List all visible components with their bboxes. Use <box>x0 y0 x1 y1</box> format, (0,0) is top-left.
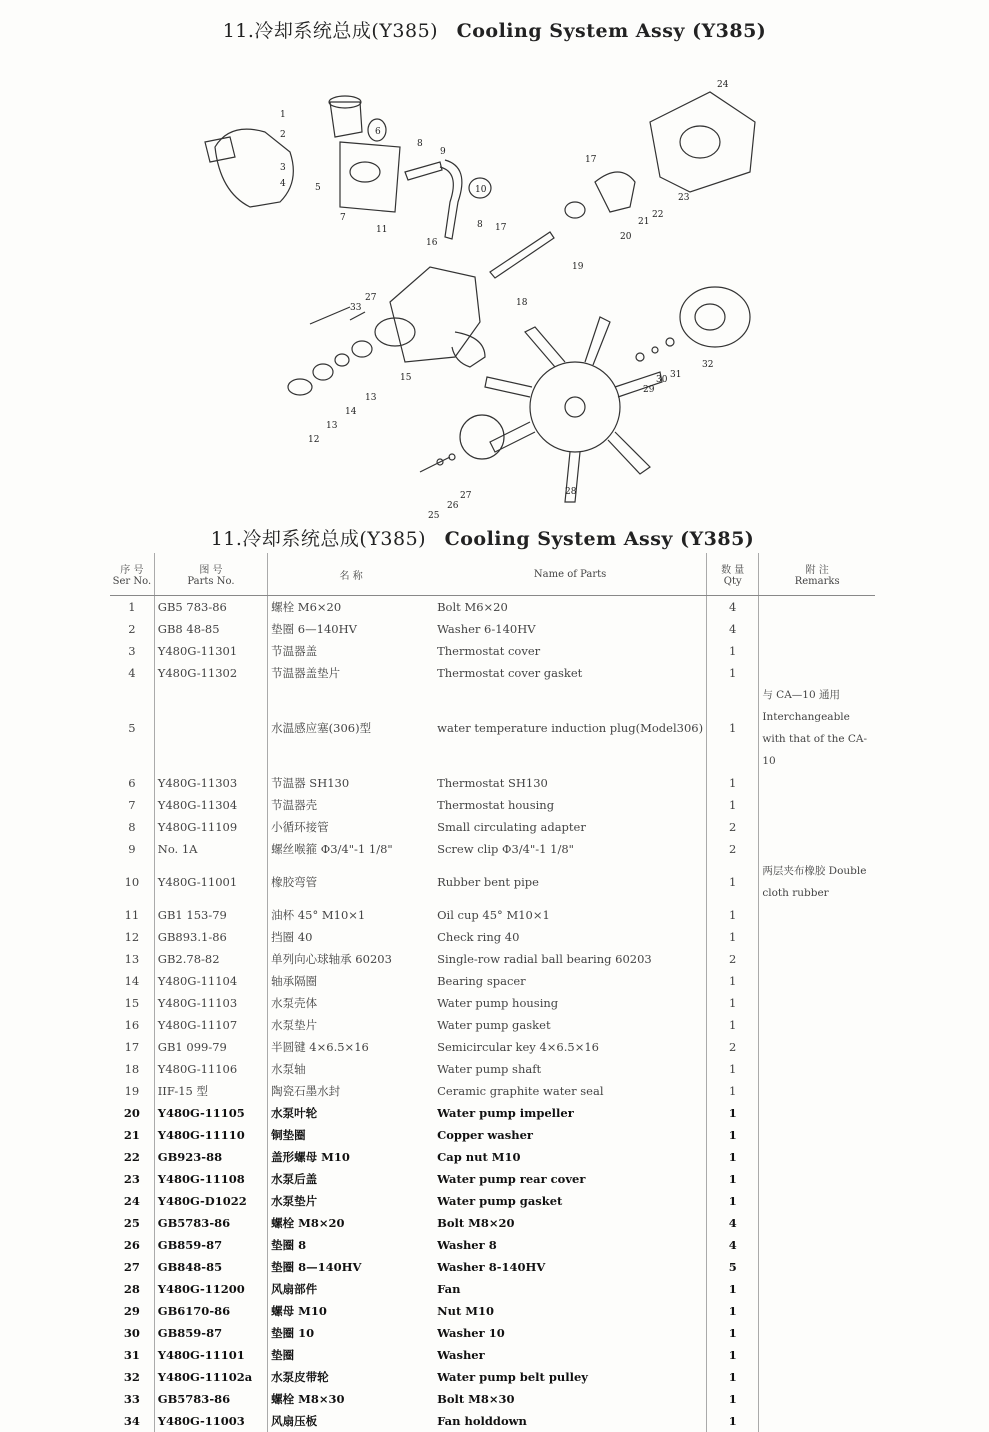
cell-pn: Y480G-11104 <box>154 970 267 992</box>
cell-en: Water pump housing <box>437 996 559 1010</box>
cell-cn: 小循环接管 <box>268 816 434 838</box>
cell-cn: 垫圈 8—140HV <box>268 1256 434 1278</box>
cell-en: Nut M10 <box>437 1304 495 1318</box>
cell-cn: 风扇部件 <box>268 1278 434 1300</box>
table-row <box>110 904 875 926</box>
cell-en: Bolt M8×30 <box>437 1392 515 1406</box>
cell-pn: Y480G-11103 <box>154 992 267 1014</box>
cell-rem <box>759 992 875 1014</box>
cell-rem <box>759 1344 875 1366</box>
callout-13b: 13 <box>365 393 377 403</box>
cell-no: 6 <box>128 776 136 790</box>
callout-24: 24 <box>717 80 729 90</box>
cell-qty: 1 <box>707 1344 759 1366</box>
cell-cn: 垫圈 8 <box>268 1234 434 1256</box>
table-row <box>110 1058 875 1080</box>
callout-22: 22 <box>652 210 664 220</box>
cell-pn: Y480G-11301 <box>154 640 267 662</box>
callout-4: 4 <box>280 179 286 189</box>
cell-pn: GB5783-86 <box>154 1212 267 1234</box>
cell-no: 9 <box>128 842 136 856</box>
header-parts-no: 图 号 Parts No. <box>154 553 267 596</box>
cell-pn: GB859-87 <box>154 1234 267 1256</box>
callout-25: 25 <box>428 511 440 521</box>
cell-qty: 1 <box>707 662 759 684</box>
header-name-cn: 名 称 <box>268 553 434 596</box>
callout-11: 11 <box>376 225 388 235</box>
cell-rem <box>759 970 875 992</box>
cell-rem <box>759 1322 875 1344</box>
cell-pn: Y480G-11302 <box>154 662 267 684</box>
cell-qty: 1 <box>707 1322 759 1344</box>
cell-en: Thermostat cover <box>437 644 541 658</box>
cell-en: Bearing spacer <box>437 974 526 988</box>
cell-qty: 1 <box>707 1102 759 1124</box>
table-row <box>110 1212 875 1234</box>
cell-no: 20 <box>123 1106 140 1120</box>
cell-no: 7 <box>128 798 136 812</box>
cell-rem <box>759 1124 875 1146</box>
cell-pn: GB923-88 <box>154 1146 267 1168</box>
cell-pn: Y480G-D1022 <box>154 1190 267 1212</box>
cell-cn: 水泵叶轮 <box>268 1102 434 1124</box>
cell-no: 28 <box>123 1282 140 1296</box>
cell-qty: 1 <box>707 640 759 662</box>
cell-en: Water pump impeller <box>437 1106 574 1120</box>
callout-7: 7 <box>340 213 346 223</box>
cell-pn: GB5783-86 <box>154 1388 267 1410</box>
cell-pn: Y480G-11102a <box>154 1366 267 1388</box>
cell-en: Check ring 40 <box>437 930 520 944</box>
cell-en: Rubber bent pipe <box>437 875 539 889</box>
cell-rem <box>759 1080 875 1102</box>
cell-cn: 螺丝喉箍 Φ3/4"-1 1/8" <box>268 838 434 860</box>
callout-10: 10 <box>475 185 487 195</box>
cell-rem <box>759 1256 875 1278</box>
cell-en: Bolt M6×20 <box>437 600 508 614</box>
cell-no: 2 <box>128 622 136 636</box>
cell-cn: 水泵皮带轮 <box>268 1366 434 1388</box>
cell-rem <box>759 1212 875 1234</box>
table-header-row <box>110 553 875 596</box>
header-ser-no: 序 号 Ser No. <box>110 553 154 596</box>
table-row <box>110 1256 875 1278</box>
callout-2: 2 <box>280 130 286 140</box>
cell-qty: 1 <box>707 1080 759 1102</box>
table-row <box>110 1366 875 1388</box>
header-qty: 数 量 Qty <box>707 553 759 596</box>
cell-no: 15 <box>124 996 140 1010</box>
cell-rem <box>759 904 875 926</box>
cell-no: 31 <box>123 1348 140 1362</box>
cell-pn: Y480G-11110 <box>154 1124 267 1146</box>
callout-17b: 17 <box>585 155 597 165</box>
cell-qty: 1 <box>707 992 759 1014</box>
callout-5: 5 <box>315 183 321 193</box>
cell-en: Washer 10 <box>437 1326 505 1340</box>
table-row <box>110 1322 875 1344</box>
cell-cn: 水泵垫片 <box>268 1190 434 1212</box>
cell-pn: Y480G-11108 <box>154 1168 267 1190</box>
cell-no: 21 <box>123 1128 140 1142</box>
callout-17a: 17 <box>495 223 507 233</box>
cell-en: Cap nut M10 <box>437 1150 521 1164</box>
cell-rem <box>759 1388 875 1410</box>
cell-en: Single-row radial ball bearing 60203 <box>437 952 652 966</box>
cell-rem <box>759 1168 875 1190</box>
cell-rem <box>759 772 875 794</box>
cell-qty: 1 <box>707 1014 759 1036</box>
page-title-cn: 11.冷却系统总成(Y385) <box>222 20 439 42</box>
cell-no: 27 <box>123 1260 140 1274</box>
cell-pn: GB1 153-79 <box>154 904 267 926</box>
cell-en: Washer 6-140HV <box>437 622 536 636</box>
cell-no: 34 <box>123 1414 140 1428</box>
cell-rem <box>759 1190 875 1212</box>
cell-rem <box>759 1234 875 1256</box>
callout-20: 20 <box>620 232 632 242</box>
table-row <box>110 816 875 838</box>
cell-cn: 水温感应塞(306)型 <box>268 684 434 772</box>
cell-rem <box>759 1410 875 1432</box>
cell-rem <box>759 1014 875 1036</box>
cell-cn: 垫圈 6—140HV <box>268 618 434 640</box>
callout-27a: 27 <box>365 293 377 303</box>
cell-rem <box>759 1146 875 1168</box>
cell-rem <box>759 1102 875 1124</box>
cell-cn: 轴承隔圈 <box>268 970 434 992</box>
table-row <box>110 1410 875 1432</box>
cell-no: 18 <box>124 1062 140 1076</box>
cell-qty: 1 <box>707 1410 759 1432</box>
cell-pn <box>154 684 267 772</box>
cell-en: Fan holddown <box>437 1414 527 1428</box>
cell-qty: 1 <box>707 970 759 992</box>
cell-cn: 螺栓 M6×20 <box>268 596 434 619</box>
cell-rem <box>759 640 875 662</box>
cell-no: 19 <box>124 1084 140 1098</box>
cell-qty: 1 <box>707 1278 759 1300</box>
cell-qty: 1 <box>707 860 759 904</box>
cell-no: 13 <box>124 952 140 966</box>
table-row <box>110 1300 875 1322</box>
cell-en: Water pump shaft <box>437 1062 542 1076</box>
table-row <box>110 1190 875 1212</box>
cell-rem <box>759 1366 875 1388</box>
cell-qty: 1 <box>707 1366 759 1388</box>
cell-pn: GB5 783-86 <box>154 596 267 619</box>
cell-cn: 陶瓷石墨水封 <box>268 1080 434 1102</box>
cell-cn: 单列向心球轴承 60203 <box>268 948 434 970</box>
cell-cn: 橡胶弯管 <box>268 860 434 904</box>
cell-rem <box>759 1036 875 1058</box>
callout-8b: 8 <box>477 220 483 230</box>
table-row <box>110 1014 875 1036</box>
parts-table <box>110 553 875 1432</box>
cell-qty: 4 <box>707 1212 759 1234</box>
header-name-en: Name of Parts <box>434 553 706 596</box>
cell-en: Small circulating adapter <box>437 820 586 834</box>
callout-3: 3 <box>280 163 286 173</box>
callout-26: 26 <box>447 501 459 511</box>
table-row <box>110 838 875 860</box>
callout-30: 30 <box>656 375 668 385</box>
cell-pn: GB8 48-85 <box>154 618 267 640</box>
cell-pn: Y480G-11001 <box>154 860 267 904</box>
cell-rem: 两层夹布橡胶 Double cloth rubber <box>759 860 875 904</box>
callout-8: 8 <box>417 139 423 149</box>
table-row <box>110 1036 875 1058</box>
table-row <box>110 1124 875 1146</box>
cell-rem <box>759 926 875 948</box>
callout-14: 14 <box>345 407 357 417</box>
cell-en: Washer <box>437 1348 485 1362</box>
cell-en: Bolt M8×20 <box>437 1216 515 1230</box>
cell-qty: 2 <box>707 948 759 970</box>
cell-en: Thermostat SH130 <box>437 776 548 790</box>
cell-qty: 1 <box>707 1168 759 1190</box>
header-remarks: 附 注 Remarks <box>759 553 875 596</box>
cell-qty: 4 <box>707 618 759 640</box>
cell-cn: 节温器盖 <box>268 640 434 662</box>
cell-qty: 1 <box>707 926 759 948</box>
cell-no: 1 <box>128 600 136 614</box>
cell-rem <box>759 1300 875 1322</box>
cell-en: Thermostat cover gasket <box>437 666 583 680</box>
callout-23: 23 <box>678 193 690 203</box>
cell-qty: 4 <box>707 596 759 619</box>
cell-en: Washer 8-140HV <box>437 1260 546 1274</box>
cell-qty: 2 <box>707 838 759 860</box>
table-row <box>110 1168 875 1190</box>
callout-27b: 27 <box>460 491 472 501</box>
cell-cn: 垫圈 <box>268 1344 434 1366</box>
callout-18: 18 <box>516 298 528 308</box>
cell-rem <box>759 618 875 640</box>
table-title-en: Cooling System Assy (Y385) <box>444 528 755 550</box>
cell-en: Fan <box>437 1282 461 1296</box>
cell-no: 23 <box>123 1172 140 1186</box>
table-row <box>110 860 875 904</box>
table-title <box>0 524 977 551</box>
cell-rem: 与 CA—10 通用 Interchangeable with that of the CA-10 <box>759 684 875 772</box>
table-title-cn: 11.冷却系统总成(Y385) <box>210 528 427 550</box>
page-title-en: Cooling System Assy (Y385) <box>456 20 767 42</box>
cell-no: 14 <box>124 974 140 988</box>
cell-rem <box>759 948 875 970</box>
cell-en: Copper washer <box>437 1128 533 1142</box>
callout-33: 33 <box>350 303 362 313</box>
table-row <box>110 772 875 794</box>
cell-pn: Y480G-11107 <box>154 1014 267 1036</box>
table-row <box>110 640 875 662</box>
cell-rem <box>759 816 875 838</box>
table-row <box>110 596 875 619</box>
cell-qty: 5 <box>707 1256 759 1278</box>
cell-en: Screw clip Φ3/4"-1 1/8" <box>437 842 574 856</box>
cell-pn: Y480G-11109 <box>154 816 267 838</box>
table-row <box>110 948 875 970</box>
cell-pn: Y480G-11106 <box>154 1058 267 1080</box>
cell-en: Washer 8 <box>437 1238 497 1252</box>
table-row <box>110 1234 875 1256</box>
cell-en: Thermostat housing <box>437 798 555 812</box>
callout-29: 29 <box>643 385 655 395</box>
table-row <box>110 618 875 640</box>
cell-no: 29 <box>123 1304 140 1318</box>
cell-qty: 1 <box>707 1146 759 1168</box>
callout-13a: 13 <box>326 421 338 431</box>
table-row <box>110 1080 875 1102</box>
cell-cn: 螺栓 M8×20 <box>268 1212 434 1234</box>
cell-pn: Y480G-11105 <box>154 1102 267 1124</box>
cell-pn: IIF-15 型 <box>154 1080 267 1102</box>
cell-no: 10 <box>124 875 140 889</box>
cell-no: 12 <box>124 930 140 944</box>
cell-pn: Y480G-11303 <box>154 772 267 794</box>
cell-rem <box>759 838 875 860</box>
table-row <box>110 1146 875 1168</box>
callout-16: 16 <box>426 238 438 248</box>
cell-rem <box>759 1278 875 1300</box>
cell-en: Water pump gasket <box>437 1018 551 1032</box>
cell-pn: GB893.1-86 <box>154 926 267 948</box>
cell-pn: GB2.78-82 <box>154 948 267 970</box>
cell-pn: Y480G-11200 <box>154 1278 267 1300</box>
cell-qty: 1 <box>707 904 759 926</box>
cell-no: 32 <box>123 1370 140 1384</box>
cell-qty: 1 <box>707 684 759 772</box>
cell-qty: 4 <box>707 1234 759 1256</box>
callout-19: 19 <box>572 262 584 272</box>
cell-no: 24 <box>123 1194 140 1208</box>
cell-pn: No. 1A <box>154 838 267 860</box>
table-row <box>110 926 875 948</box>
callout-15: 15 <box>400 373 412 383</box>
cell-no: 8 <box>128 820 136 834</box>
cell-no: 33 <box>123 1392 140 1406</box>
cell-cn: 螺母 M10 <box>268 1300 434 1322</box>
table-row <box>110 1388 875 1410</box>
table-row <box>110 794 875 816</box>
cell-no: 22 <box>123 1150 140 1164</box>
cell-no: 16 <box>124 1018 140 1032</box>
cell-cn: 水泵壳体 <box>268 992 434 1014</box>
cell-qty: 2 <box>707 1036 759 1058</box>
table-row <box>110 970 875 992</box>
cell-qty: 1 <box>707 1058 759 1080</box>
cell-pn: GB1 099-79 <box>154 1036 267 1058</box>
table-row <box>110 1344 875 1366</box>
callout-21: 21 <box>638 217 650 227</box>
cell-rem <box>759 1058 875 1080</box>
cell-cn: 水泵轴 <box>268 1058 434 1080</box>
cell-en: Water pump belt pulley <box>437 1370 588 1384</box>
callout-1: 1 <box>280 110 286 120</box>
cell-pn: GB6170-86 <box>154 1300 267 1322</box>
cell-qty: 1 <box>707 772 759 794</box>
cell-cn: 盖形螺母 M10 <box>268 1146 434 1168</box>
callout-31: 31 <box>670 370 682 380</box>
table-row <box>110 992 875 1014</box>
cell-pn: Y480G-11304 <box>154 794 267 816</box>
cell-cn: 油杯 45° M10×1 <box>268 904 434 926</box>
table-row <box>110 1102 875 1124</box>
cell-qty: 1 <box>707 1300 759 1322</box>
cell-qty: 1 <box>707 1190 759 1212</box>
cell-en: Oil cup 45° M10×1 <box>437 908 550 922</box>
cell-cn: 水泵后盖 <box>268 1168 434 1190</box>
table-row <box>110 662 875 684</box>
cell-qty: 1 <box>707 1124 759 1146</box>
cell-no: 26 <box>123 1238 140 1252</box>
cell-rem <box>759 662 875 684</box>
page-title <box>0 16 989 43</box>
exploded-assembly-diagram <box>190 62 790 522</box>
cell-qty: 1 <box>707 794 759 816</box>
cell-no: 4 <box>128 666 136 680</box>
callout-28: 28 <box>565 487 577 497</box>
cell-en: Water pump rear cover <box>437 1172 586 1186</box>
cell-cn: 节温器壳 <box>268 794 434 816</box>
cell-no: 30 <box>123 1326 140 1340</box>
cell-cn: 螺栓 M8×30 <box>268 1388 434 1410</box>
cell-cn: 节温器盖垫片 <box>268 662 434 684</box>
cell-no: 3 <box>128 644 136 658</box>
cell-pn: Y480G-11101 <box>154 1344 267 1366</box>
cell-rem <box>759 794 875 816</box>
cell-pn: GB859-87 <box>154 1322 267 1344</box>
table-row <box>110 684 875 772</box>
cell-rem <box>759 596 875 619</box>
cell-pn: GB848-85 <box>154 1256 267 1278</box>
callout-6: 6 <box>375 127 381 137</box>
cell-no: 17 <box>124 1040 140 1054</box>
cell-pn: Y480G-11003 <box>154 1410 267 1432</box>
cell-qty: 1 <box>707 1388 759 1410</box>
cell-en: Water pump gasket <box>437 1194 563 1208</box>
cell-no: 11 <box>124 908 140 922</box>
callout-9: 9 <box>440 147 446 157</box>
cell-en: Semicircular key 4×6.5×16 <box>437 1040 599 1054</box>
callout-12: 12 <box>308 435 320 445</box>
table-row <box>110 1278 875 1300</box>
cell-en: water temperature induction plug(Model306) <box>437 721 704 735</box>
cell-cn: 节温器 SH130 <box>268 772 434 794</box>
cell-cn: 半圆键 4×6.5×16 <box>268 1036 434 1058</box>
cell-cn: 挡圈 40 <box>268 926 434 948</box>
cell-qty: 2 <box>707 816 759 838</box>
cell-cn: 水泵垫片 <box>268 1014 434 1036</box>
cell-en: Ceramic graphite water seal <box>437 1084 604 1098</box>
callout-32: 32 <box>702 360 714 370</box>
cell-no: 5 <box>128 721 136 735</box>
cell-cn: 风扇压板 <box>268 1410 434 1432</box>
cell-no: 25 <box>123 1216 140 1230</box>
cell-cn: 铜垫圈 <box>268 1124 434 1146</box>
cell-cn: 垫圈 10 <box>268 1322 434 1344</box>
